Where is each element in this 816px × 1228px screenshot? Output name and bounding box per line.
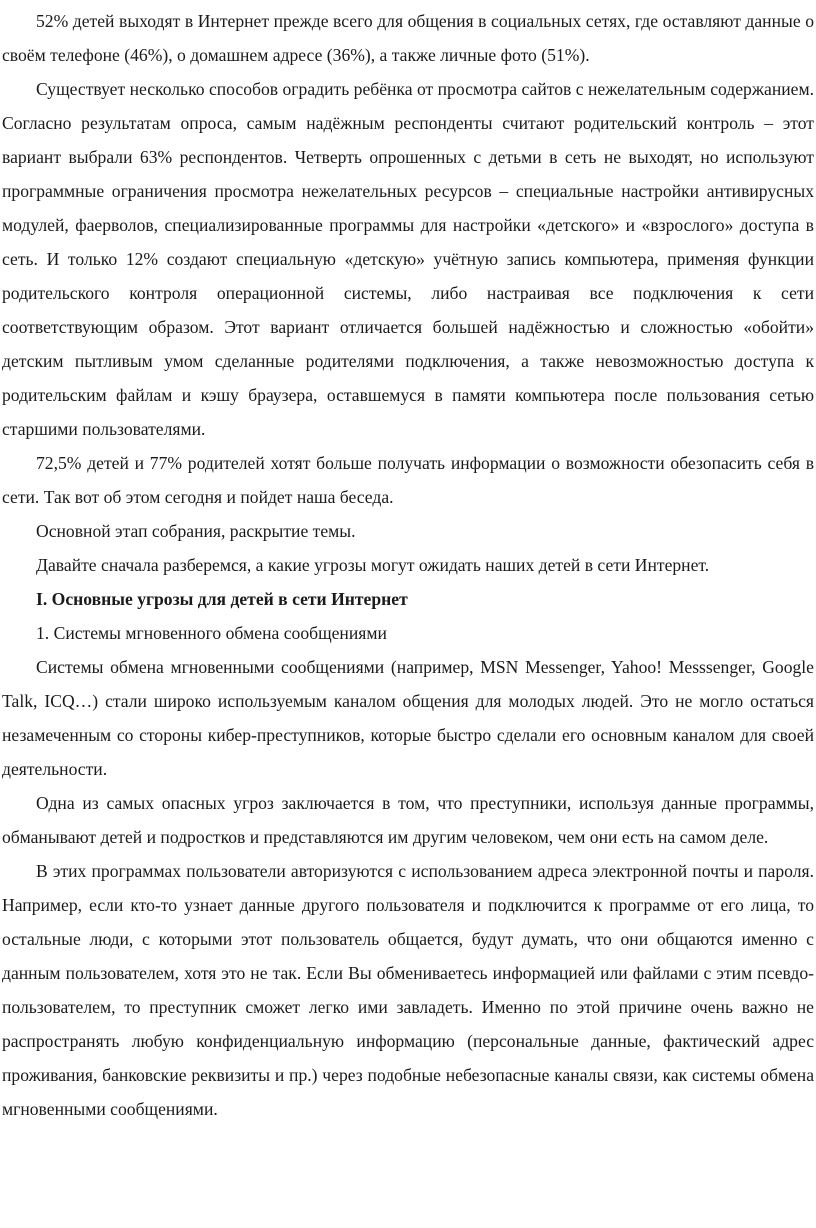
paragraph-threats-intro: Давайте сначала разберемся, а какие угрозы могут ожидать наших детей в сети Интернет.: [36, 555, 710, 575]
paragraph-impersonation-threat: Одна из самых опасных угроз заключается в том, что преступники, используя данные программы, обманывают детей и подростков и представляются им другим человеком, чем они есть на самом деле.: [2, 793, 814, 847]
subheading-instant-messaging: 1. Системы мгновенного обмена сообщениями: [36, 623, 387, 643]
paragraph-info-demand: 72,5% детей и 77% родителей хотят больше получать информации о возможности обезопасить себя в сети. Так вот об этом сегодня и пойдет наша беседа.: [2, 453, 814, 507]
paragraph-main-stage: Основной этап собрания, раскрытие темы.: [36, 521, 356, 541]
paragraph-messengers-overview: Системы обмена мгновенными сообщениями (например, MSN Messenger, Yahoo! Messsenger, Google Talk, ICQ…) стали широко используемым каналом общения для молодых людей. Это не могло остаться незамеченным со стороны кибер-преступников, которые быстро сделали его основным каналом для своей деятельности.: [2, 657, 814, 779]
paragraph-account-authorization: В этих программах пользователи авторизуются с использованием адреса электронной почты и пароля. Например, если кто-то узнает данные другого пользователя и подключится к программе от его лица, то остальные люди, с которыми этот пользователь общается, будут думать, что они общаются именно с данным пользователем, хотя это не так. Если Вы обмениваетесь информацией или файлами с этим псевдо-пользователем, то преступник сможет легко ими завладеть. Именно по этой причине очень важно не распространять любую конфиденциальную информацию (персональные данные, фактический адрес проживания, банковские реквизиты и пр.) через подобные небезопасные каналы связи, как системы обмена мгновенными сообщениями.: [2, 861, 814, 1119]
paragraph-protection-methods: Существует несколько способов оградить ребёнка от просмотра сайтов с нежелательным содержанием. Согласно результатам опроса, самым надёжным респонденты считают родительский контроль – этот вариант выбрали 63% респондентов. Четверть опрошенных с детьми в сеть не выходят, но используют программные ограничения просмотра нежелательных ресурсов – специальные настройки антивирусных модулей, фаерволов, специализированные программы для настройки «детского» и «взрослого» доступа в сеть. И только 12% создают специальную «детскую» учётную запись компьютера, применяя функции родительского контроля операционной системы, либо настраивая все подключения к сети соответствующим образом. Этот вариант отличается большей надёжностью и сложностью «обойти» детским пытливым умом сделанные родителями подключения, а также невозможностью доступа к родительским файлам и кэшу браузера, оставшемуся в памяти компьютера после пользования сетью старшими пользователями.: [2, 79, 814, 439]
section-heading-main-threats: I. Основные угрозы для детей в сети Интернет: [36, 589, 408, 609]
paragraph-social-network-stats: 52% детей выходят в Интернет прежде всего для общения в социальных сетях, где оставляют данные о своём телефоне (46%), о домашнем адресе (36%), а также личные фото (51%).: [2, 11, 814, 65]
